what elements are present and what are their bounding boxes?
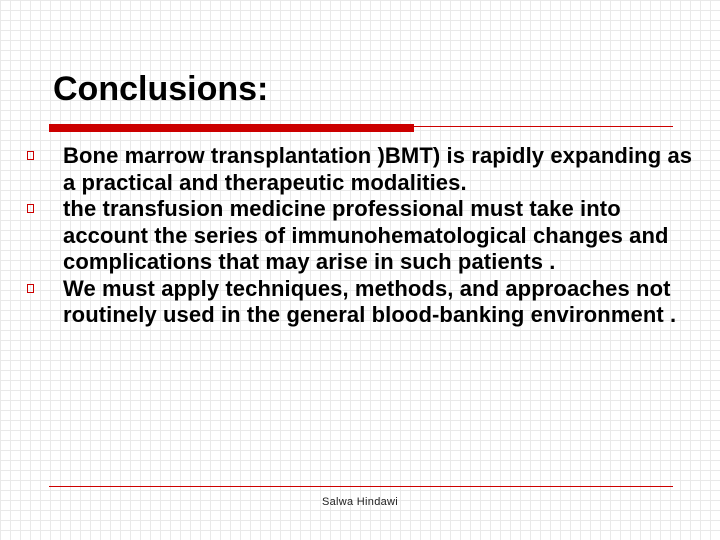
title-underline [49,124,673,132]
footer-divider [49,486,673,487]
bullet-list [22,143,702,329]
hollow-square-bullet-icon [27,204,34,213]
bullet-item [22,276,702,329]
bullet-text: the transfusion medicine professional must take into account the series of immunohematological changes and complications that may arise in such patients . [63,196,669,274]
slide-title: Conclusions: [53,70,269,108]
hollow-square-bullet-icon [27,151,34,160]
bullet-item [22,196,702,276]
footer-author: Salwa Hindawi [321,496,399,508]
bullet-text: We must apply techniques, methods, and approaches not routinely used in the general blood-banking environment . [63,275,677,327]
bullet-text: Bone marrow transplantation )BMT) is rapidly expanding as a practical and therapeutic modalities. [63,143,693,195]
bullet-item [22,143,702,196]
title-underline-thin [414,126,673,127]
title-underline-thick [49,124,414,132]
hollow-square-bullet-icon [27,284,34,293]
